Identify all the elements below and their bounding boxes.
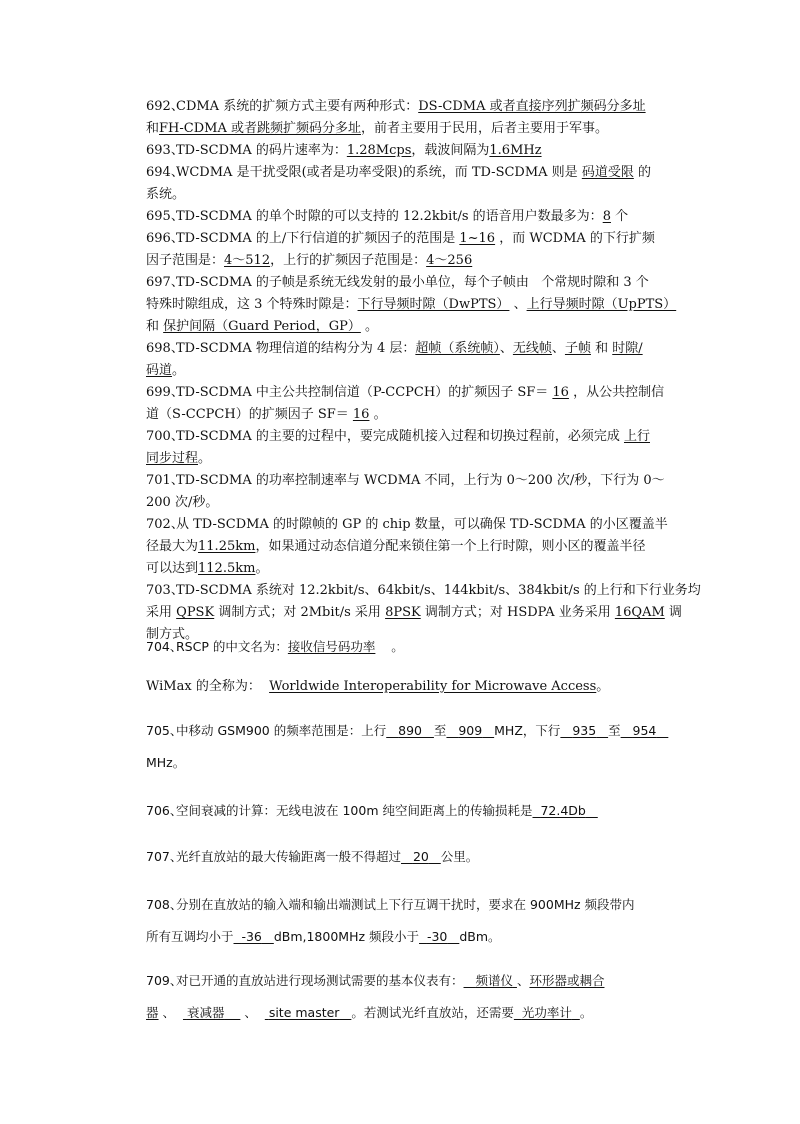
question-text: MHz。: [146, 755, 186, 770]
question-text: dBm,1800MHz 频段小于: [273, 929, 420, 944]
question-text: TD-SCDMA 的子帧是系统无线发射的最小单位，每个子帧由: [176, 275, 529, 290]
question-text: 。若测试光纤直放站，还需要: [351, 1005, 514, 1020]
question-text: WiMax 的全称为：: [146, 679, 261, 694]
question-text: 调: [668, 605, 682, 620]
question-text: 200 次/秒。: [146, 495, 219, 510]
question-text: ，而 WCDMA 的下行扩频: [499, 231, 655, 246]
question-text: 。: [579, 1005, 593, 1020]
question-text: 、: [513, 297, 527, 312]
answer-blank: 16QAM: [614, 605, 665, 620]
question-number: 706、: [146, 803, 183, 818]
question-text: TD-SCDMA 的上/下行信道的扩频因子的范围是: [176, 231, 456, 246]
question-text: 。: [198, 451, 212, 466]
answer-blank: 112.5km: [198, 561, 256, 576]
question-text: TD-SCDMA 的单个时隙的可以支持的 12.2kbit/s 的语音用户数最多为：: [176, 209, 603, 224]
answer-blank: 1~16: [459, 231, 496, 246]
question-text: 、: [499, 341, 513, 356]
answer-blank: 同步过程: [146, 451, 199, 466]
answer-blank: 时隙/: [612, 341, 643, 356]
answer-blank: QPSK: [176, 605, 215, 620]
answer-blank: 保护间隔（Guard Period，GP）: [163, 319, 361, 334]
question-text: WCDMA 是干扰受限(或者是功率受限)的系统，而 TD-SCDMA 则是: [176, 165, 578, 180]
answer-blank: 无线帧: [512, 341, 552, 356]
question-text: 、: [551, 341, 565, 356]
answer-blank: 1.28Mcps: [346, 143, 412, 158]
question-text: 至: [608, 723, 621, 738]
answer-blank: -30: [426, 929, 448, 944]
answer-blank: 8: [602, 209, 611, 224]
answer-blank: 1.6MHz: [489, 143, 542, 158]
answer-blank: 环形器或耦合: [529, 973, 605, 988]
question-text: TD-SCDMA 的主要的过程中，要完成随机接入过程和切换过程前，必须完成: [176, 429, 620, 444]
question-number: 692、: [146, 99, 184, 114]
question-text: 个常规时隙和 3 个: [541, 275, 649, 290]
question-number: 709、: [146, 973, 183, 988]
question-number: 707、: [146, 849, 183, 864]
answer-blank: 接收信号码功率: [287, 639, 376, 654]
answer-blank: 码道受限: [581, 165, 634, 180]
answer-blank: FH-CDMA 或者跳频扩频码分多址: [159, 121, 361, 136]
question-text: 分别在直放站的输入端和输出端测试上下行互调干扰时，要求在 900MHz 频段带内: [176, 897, 635, 912]
question-text: 个: [615, 209, 629, 224]
question-number: 697、: [146, 275, 184, 290]
question-text: 因子范围是：: [146, 253, 225, 268]
question-text: 公里。: [440, 849, 479, 864]
answer-blank: 器: [146, 1005, 159, 1020]
question-number: 708、: [146, 897, 183, 912]
question-text: 调制方式；对 2Mbit/s 采用: [218, 605, 381, 620]
answer-blank: 8PSK: [385, 605, 421, 620]
question-text: MHZ，下行: [494, 723, 561, 738]
question-text: 。: [172, 363, 186, 378]
question-text: 和: [595, 341, 609, 356]
answer-blank: 11.25km: [198, 539, 256, 554]
question-text: 空间衰减的计算：无线电波在 100m 纯空间距离上的传输损耗是: [176, 803, 533, 818]
answer-blank: 4～512: [224, 253, 271, 268]
question-text: 的: [637, 165, 651, 180]
question-number: 700、: [146, 429, 184, 444]
question-text: 至: [433, 723, 447, 738]
question-text: 。: [596, 679, 610, 694]
answer-blank: 频谱仪: [475, 973, 513, 988]
answer-blank: -36: [241, 929, 262, 944]
answer-blank: 上行导频时隙（UpPTS）: [526, 297, 677, 312]
question-text: 、: [244, 1005, 257, 1020]
question-text: ，如果通过动态信道分配来锁住第一个上行时隙，则小区的覆盖半径: [255, 539, 646, 554]
answer-blank: 16: [352, 407, 370, 422]
question-number: 701、: [146, 473, 184, 488]
question-text: TD-SCDMA 的码片速率为：: [176, 143, 347, 158]
question-text: 、: [162, 1005, 176, 1020]
question-text: 径最大为: [146, 539, 199, 554]
question-text: 和: [146, 319, 160, 334]
answer-blank: 上行: [623, 429, 650, 444]
answer-blank: 4～256: [426, 253, 473, 268]
answer-blank: 子帧: [564, 341, 591, 356]
question-number: 695、: [146, 209, 184, 224]
question-text: 、: [516, 973, 530, 988]
answer-blank: 16: [552, 385, 569, 400]
answer-blank: 935: [572, 723, 597, 738]
question-number: 693、: [146, 143, 184, 158]
question-text: 。: [373, 407, 387, 422]
question-text: ，上行的扩频因子范围是：: [270, 253, 427, 268]
question-text: 从 TD-SCDMA 的时隙帧的 GP 的 chip 数量，可以确保 TD-SCDMA 的小区覆盖半: [176, 517, 668, 532]
answer-blank: 光功率计: [521, 1005, 572, 1020]
question-text: 中移动 GSM900 的频率范围是：上行: [176, 723, 387, 738]
question-text: 光纤直放站的最大传输距离一般不得超过: [176, 849, 402, 864]
question-number: 694、: [146, 165, 184, 180]
question-text: 调制方式；对 HSDPA 业务采用: [424, 605, 611, 620]
question-number: 702、: [146, 517, 184, 532]
question-text: 系统。: [146, 187, 186, 202]
question-text: 特殊时隙组成，这 3 个特殊时隙是：: [146, 297, 358, 312]
question-text: 采用: [146, 605, 173, 620]
question-text: TD-SCDMA 的功率控制速率与 WCDMA 不同，上行为 0～200 次/秒，下行为 0～: [176, 473, 665, 488]
question-text: TD-SCDMA 系统对 12.2kbit/s、64kbit/s、144kbit/s、384kbit/s 的上行和下行业务均: [176, 583, 701, 598]
question-text: dBm。: [459, 929, 501, 944]
question-number: 699、: [146, 385, 184, 400]
question-text: 所有互调均小于: [146, 929, 234, 944]
question-text: 可以达到: [146, 561, 199, 576]
answer-blank: 超帧（系统帧）: [415, 341, 500, 356]
question-text: ，前者主要用于民用，后者主要用于军事。: [360, 121, 608, 136]
answer-blank: DS-CDMA 或者直接序列扩频码分多址: [418, 99, 646, 114]
question-text: 对已开通的直放站进行现场测试需要的基本仪表有：: [176, 973, 464, 988]
answer-blank: site master: [268, 1005, 340, 1020]
question-text: RSCP 的中文名为：: [176, 639, 288, 654]
answer-blank: 衰减器: [186, 1005, 225, 1020]
question-number: 705、: [146, 723, 183, 738]
answer-blank: 954: [632, 723, 657, 738]
question-text: 。: [364, 319, 378, 334]
question-text: 和: [146, 121, 160, 136]
question-text: ，从公共控制信: [573, 385, 665, 400]
answer-blank: 码道: [146, 363, 173, 378]
answer-blank: 20: [412, 849, 429, 864]
answer-blank: 909: [458, 723, 483, 738]
question-text: CDMA 系统的扩频方式主要有两种形式：: [176, 99, 419, 114]
answer-blank: 72.4Db: [540, 803, 586, 818]
question-text: 。: [255, 561, 269, 576]
question-text: TD-SCDMA 中主公共控制信道（P-CCPCH）的扩频因子 SF＝: [176, 385, 549, 400]
answer-blank: Worldwide Interoperability for Microwave Access: [269, 679, 597, 694]
answer-blank: 下行导频时隙（DwPTS）: [357, 297, 510, 312]
question-text: 道（S-CCPCH）的扩频因子 SF＝: [146, 407, 349, 422]
question-text: 。: [391, 639, 404, 654]
answer-blank: 890: [398, 723, 422, 738]
question-number: 704、: [146, 639, 183, 654]
question-text: 制方式。: [146, 627, 199, 642]
question-number: 696、: [146, 231, 184, 246]
question-number: 703、: [146, 583, 184, 598]
question-text: TD-SCDMA 物理信道的结构分为 4 层：: [176, 341, 416, 356]
question-number: 698、: [146, 341, 184, 356]
question-text: ，载波间隔为: [411, 143, 490, 158]
